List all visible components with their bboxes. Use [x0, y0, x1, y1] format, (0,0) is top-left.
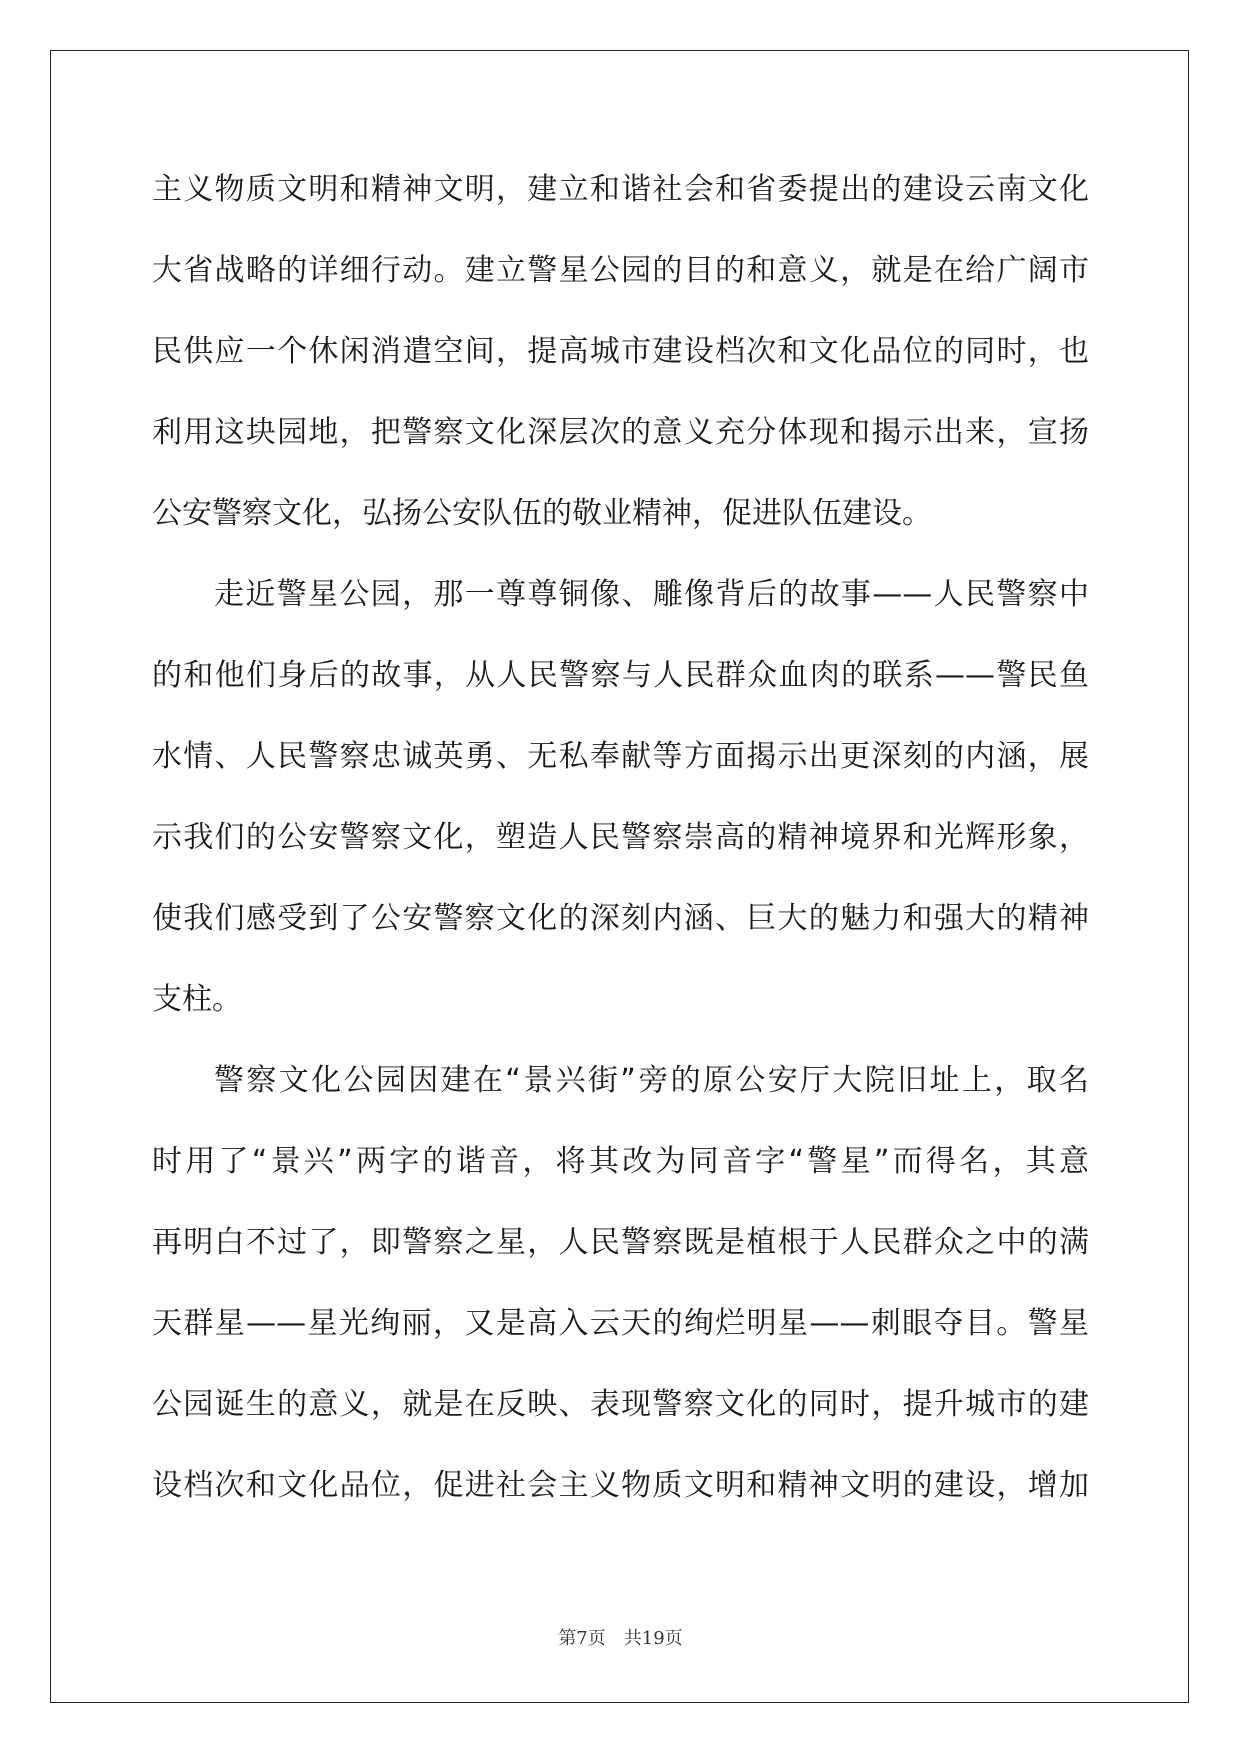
paragraph-line: 再明白不过了，即警察之星，人民警察既是植根于人民群众之中的满 — [152, 1225, 1089, 1260]
paragraph-line: 公园诞生的意义，就是在反映、表现警察文化的同时，提升城市的建 — [152, 1387, 1089, 1422]
paragraph-line: 使我们感受到了公安警察文化的深刻内涵、巨大的魅力和强大的精神 — [152, 901, 1089, 936]
paragraph-line: 警察文化公园因建在“景兴街”旁的原公安厅大院旧址上，取名 — [214, 1063, 1089, 1098]
page-number: 第7页 共19页 — [558, 1628, 683, 1649]
paragraph-line: 时用了“景兴”两字的谐音，将其改为同音字“警星”而得名，其意 — [152, 1144, 1089, 1179]
paragraph-line: 设档次和文化品位，促进社会主义物质文明和精神文明的建设，增加 — [152, 1468, 1089, 1503]
paragraph-line: 水情、人民警察忠诚英勇、无私奉献等方面揭示出更深刻的内涵，展 — [152, 739, 1089, 774]
paragraph-line: 支柱。 — [152, 982, 242, 1017]
document-body — [152, 162, 1089, 1539]
paragraph-line: 的和他们身后的故事，从人民警察与人民群众血肉的联系——警民鱼 — [152, 658, 1089, 693]
paragraph-line: 示我们的公安警察文化，塑造人民警察崇高的精神境界和光辉形象， — [152, 820, 1089, 855]
paragraph-line: 利用这块园地，把警察文化深层次的意义充分体现和揭示出来，宣扬 — [152, 415, 1089, 450]
paragraph-line: 主义物质文明和精神文明，建立和谐社会和省委提出的建设云南文化 — [152, 172, 1089, 207]
paragraph-line: 大省战略的详细行动。建立警星公园的目的和意义，就是在给广阔市 — [152, 253, 1089, 288]
paragraph-line: 走近警星公园，那一尊尊铜像、雕像背后的故事——人民警察中 — [214, 577, 1089, 612]
paragraph-line: 天群星——星光绚丽，又是高入云天的绚烂明星——刺眼夺目。警星 — [152, 1306, 1089, 1341]
paragraph-line: 公安警察文化，弘扬公安队伍的敬业精神，促进队伍建设。 — [152, 496, 932, 531]
page-footer — [0, 1624, 1241, 1650]
paragraph-line: 民供应一个休闲消遣空间，提高城市建设档次和文化品位的同时，也 — [152, 334, 1089, 369]
